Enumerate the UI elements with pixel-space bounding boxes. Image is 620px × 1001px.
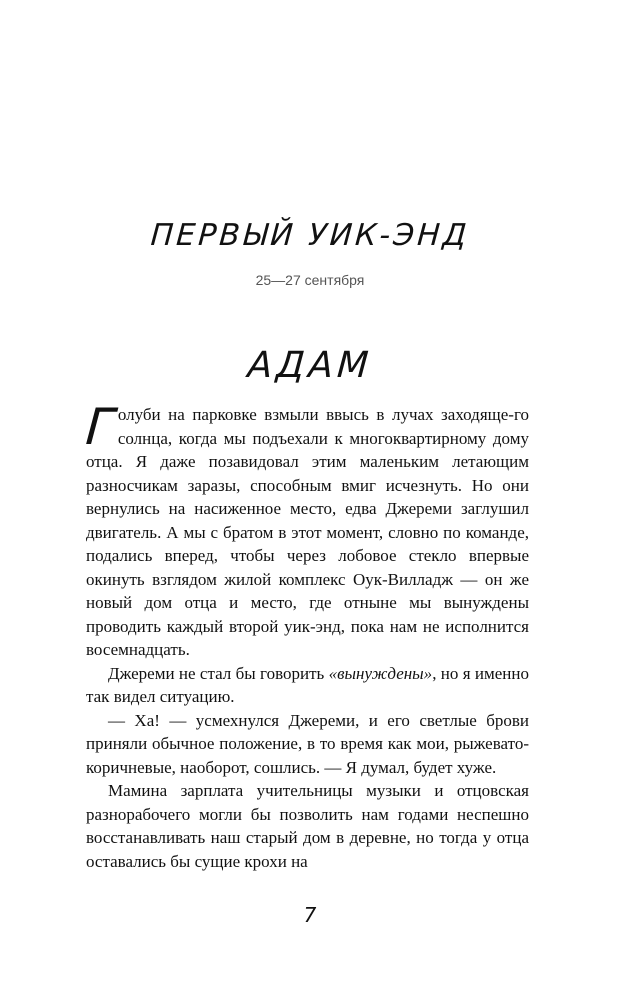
paragraph (86, 709, 529, 780)
section-heading: АДАМ (246, 345, 374, 386)
body-text (83, 398, 529, 873)
paragraph (86, 779, 529, 873)
paragraph-text: Мамина зарплата учительницы музыки и отцовская разнорабочего могли бы позволить нам годами неспешно восстанавливать наш старый дом в деревне, но тогда у отца оставались бы сущие крохи на (86, 781, 529, 871)
paragraph-text: Джереми не стал бы говорить (108, 663, 329, 683)
paragraph-text: олуби на парковке взмыли ввысь в лучах заходяще-го солнца, когда мы подъехали к многоквартирному дому отца. Я даже позавидовал этим маленьким летающим разносчикам заразы, способным вмиг исчезнуть. Но они вернулись на насиженное место, едва Джереми заглушил двигатель. А мы с братом в этот момент, словно по команде, подались вперед, чтобы через лобовое стекло впервые окинуть взглядом жилой комплекс Оук-Вилладж — он же новый дом отца и место, где отныне мы вынуждены проводить каждый второй уик-энд, пока нам не исполнится восемнадцать. (86, 405, 529, 659)
chapter-title: ПЕРВЫЙ УИК-ЭНД (149, 218, 471, 253)
paragraph-text: , но я именно так видел ситуацию. (86, 663, 529, 706)
page-number: 7 (303, 903, 317, 927)
paragraph (83, 398, 529, 662)
paragraph-text: — Ха! — усмехнулся Джереми, и его светлые брови приняли обычное положение, в то время как мои, рыжевато-коричневые, наоборот, сошлись. — Я думал, будет хуже. (86, 710, 529, 777)
emphasis-text: «вынуждены» (328, 663, 433, 683)
chapter-dates: 25—27 сентября (255, 272, 365, 288)
paragraph (86, 662, 529, 709)
drop-cap: Г (83, 398, 116, 456)
